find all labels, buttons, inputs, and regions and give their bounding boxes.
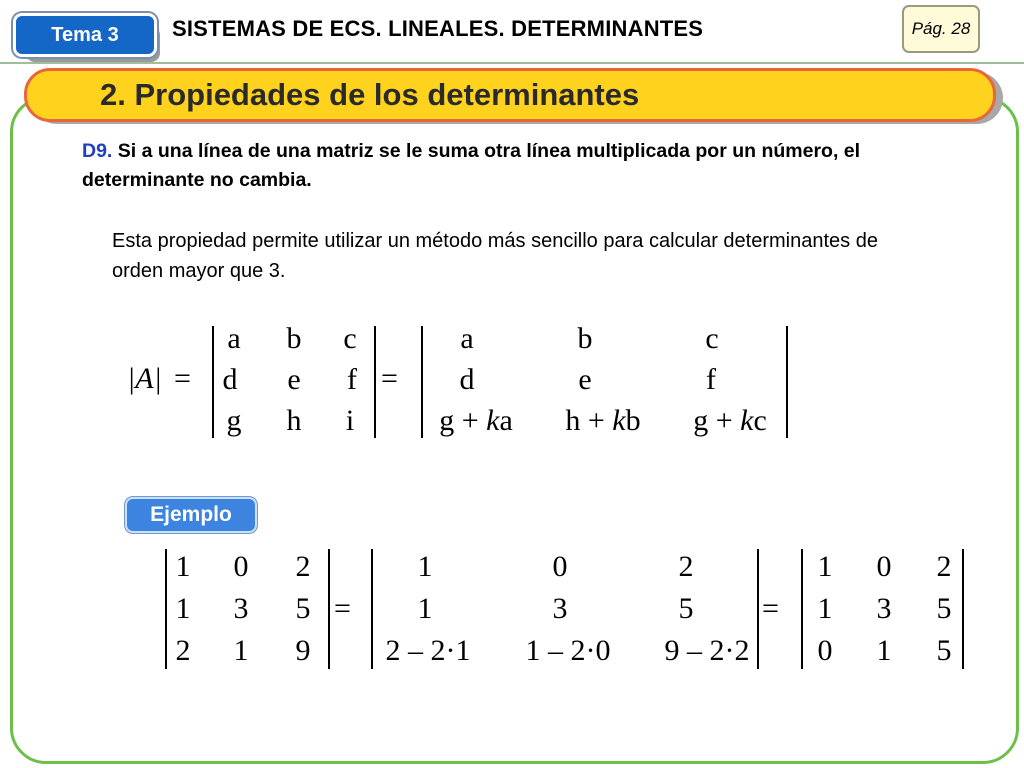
- matrix-cell: h + kb: [565, 404, 641, 437]
- matrix-cell: 1: [817, 550, 833, 583]
- left-bar: [371, 549, 373, 669]
- matrix-cell: 1: [175, 592, 191, 625]
- matrix-cell: 2: [936, 550, 952, 583]
- matrix-cell: 1: [233, 634, 249, 667]
- matrix-cell: 9: [295, 634, 311, 667]
- content-frame: [10, 96, 1019, 764]
- matrix-cell: 1: [417, 550, 433, 583]
- matrix-cell: f: [347, 363, 357, 396]
- tema-badge: Tema 3: [13, 13, 157, 57]
- explanation-paragraph: Esta propiedad permite utilizar un método más sencillo para calcular determinantes de orden mayor que 3.: [112, 230, 878, 282]
- matrix-cell: a: [227, 322, 241, 355]
- left-bar: [212, 326, 214, 438]
- matrix-cell: 3: [233, 592, 249, 625]
- left-bar: [421, 326, 423, 438]
- matrix-cell: g: [226, 404, 242, 437]
- matrix-cell: e: [578, 363, 592, 396]
- section-title: 2. Propiedades de los determinantes: [100, 77, 640, 112]
- matrix-cell: f: [706, 363, 716, 396]
- equals-sign: =: [334, 592, 351, 625]
- matrix-cell: c: [343, 322, 357, 355]
- right-bar: [328, 549, 330, 669]
- right-bar: [374, 326, 376, 438]
- left-bar: [165, 549, 167, 669]
- matrix-cell: d: [459, 363, 475, 396]
- matrix-cell: 3: [876, 592, 892, 625]
- matrix-cell: 0: [817, 634, 833, 667]
- matrix-cell: 1: [817, 592, 833, 625]
- right-bar: [786, 326, 788, 438]
- right-bar: [962, 549, 964, 669]
- matrix-cell: g + ka: [439, 404, 513, 437]
- equals-sign: =: [174, 362, 191, 395]
- left-bar: [801, 549, 803, 669]
- equals-sign: =: [381, 362, 398, 395]
- matrix-cell: b: [286, 322, 302, 355]
- matrix-cell: 1: [175, 550, 191, 583]
- example-label: Ejemplo: [125, 497, 257, 533]
- main-title: SISTEMAS DE ECS. LINEALES. DETERMINANTES: [172, 16, 704, 41]
- matrix-cell: g + kc: [693, 404, 767, 437]
- determinant-symbol: |A|: [127, 362, 162, 395]
- matrix-cell: 2: [678, 550, 694, 583]
- matrix-cell: 1 – 2·0: [525, 634, 611, 667]
- matrix-cell: 2 – 2·1: [385, 634, 471, 667]
- matrix-cell: h: [286, 404, 302, 437]
- matrix-cell: 2: [295, 550, 311, 583]
- matrix-cell: 5: [936, 634, 952, 667]
- matrix-cell: a: [460, 322, 474, 355]
- right-bar: [757, 549, 759, 669]
- equals-sign: =: [762, 592, 779, 625]
- property-code: D9.: [82, 140, 113, 162]
- matrix-cell: 0: [552, 550, 568, 583]
- matrix-cell: 5: [678, 592, 694, 625]
- property-statement: [82, 137, 982, 195]
- page-number-badge: Pág. 28: [902, 5, 980, 53]
- matrix-cell: i: [345, 404, 355, 437]
- matrix-cell: c: [705, 322, 719, 355]
- matrix-cell: b: [577, 322, 593, 355]
- matrix-cell: 0: [233, 550, 249, 583]
- matrix-cell: 1: [417, 592, 433, 625]
- matrix-cell: 9 – 2·2: [664, 634, 750, 667]
- matrix-cell: 5: [295, 592, 311, 625]
- matrix-cell: 2: [175, 634, 191, 667]
- matrix-cell: 3: [552, 592, 568, 625]
- matrix-cell: 5: [936, 592, 952, 625]
- property-text: Si a una línea de una matriz se le suma otra línea multiplicada por un número, el determinante no cambia.: [82, 140, 861, 191]
- matrix-cell: 1: [876, 634, 892, 667]
- matrix-cell: 0: [876, 550, 892, 583]
- matrix-cell: d: [222, 363, 238, 396]
- matrix-cell: e: [287, 363, 301, 396]
